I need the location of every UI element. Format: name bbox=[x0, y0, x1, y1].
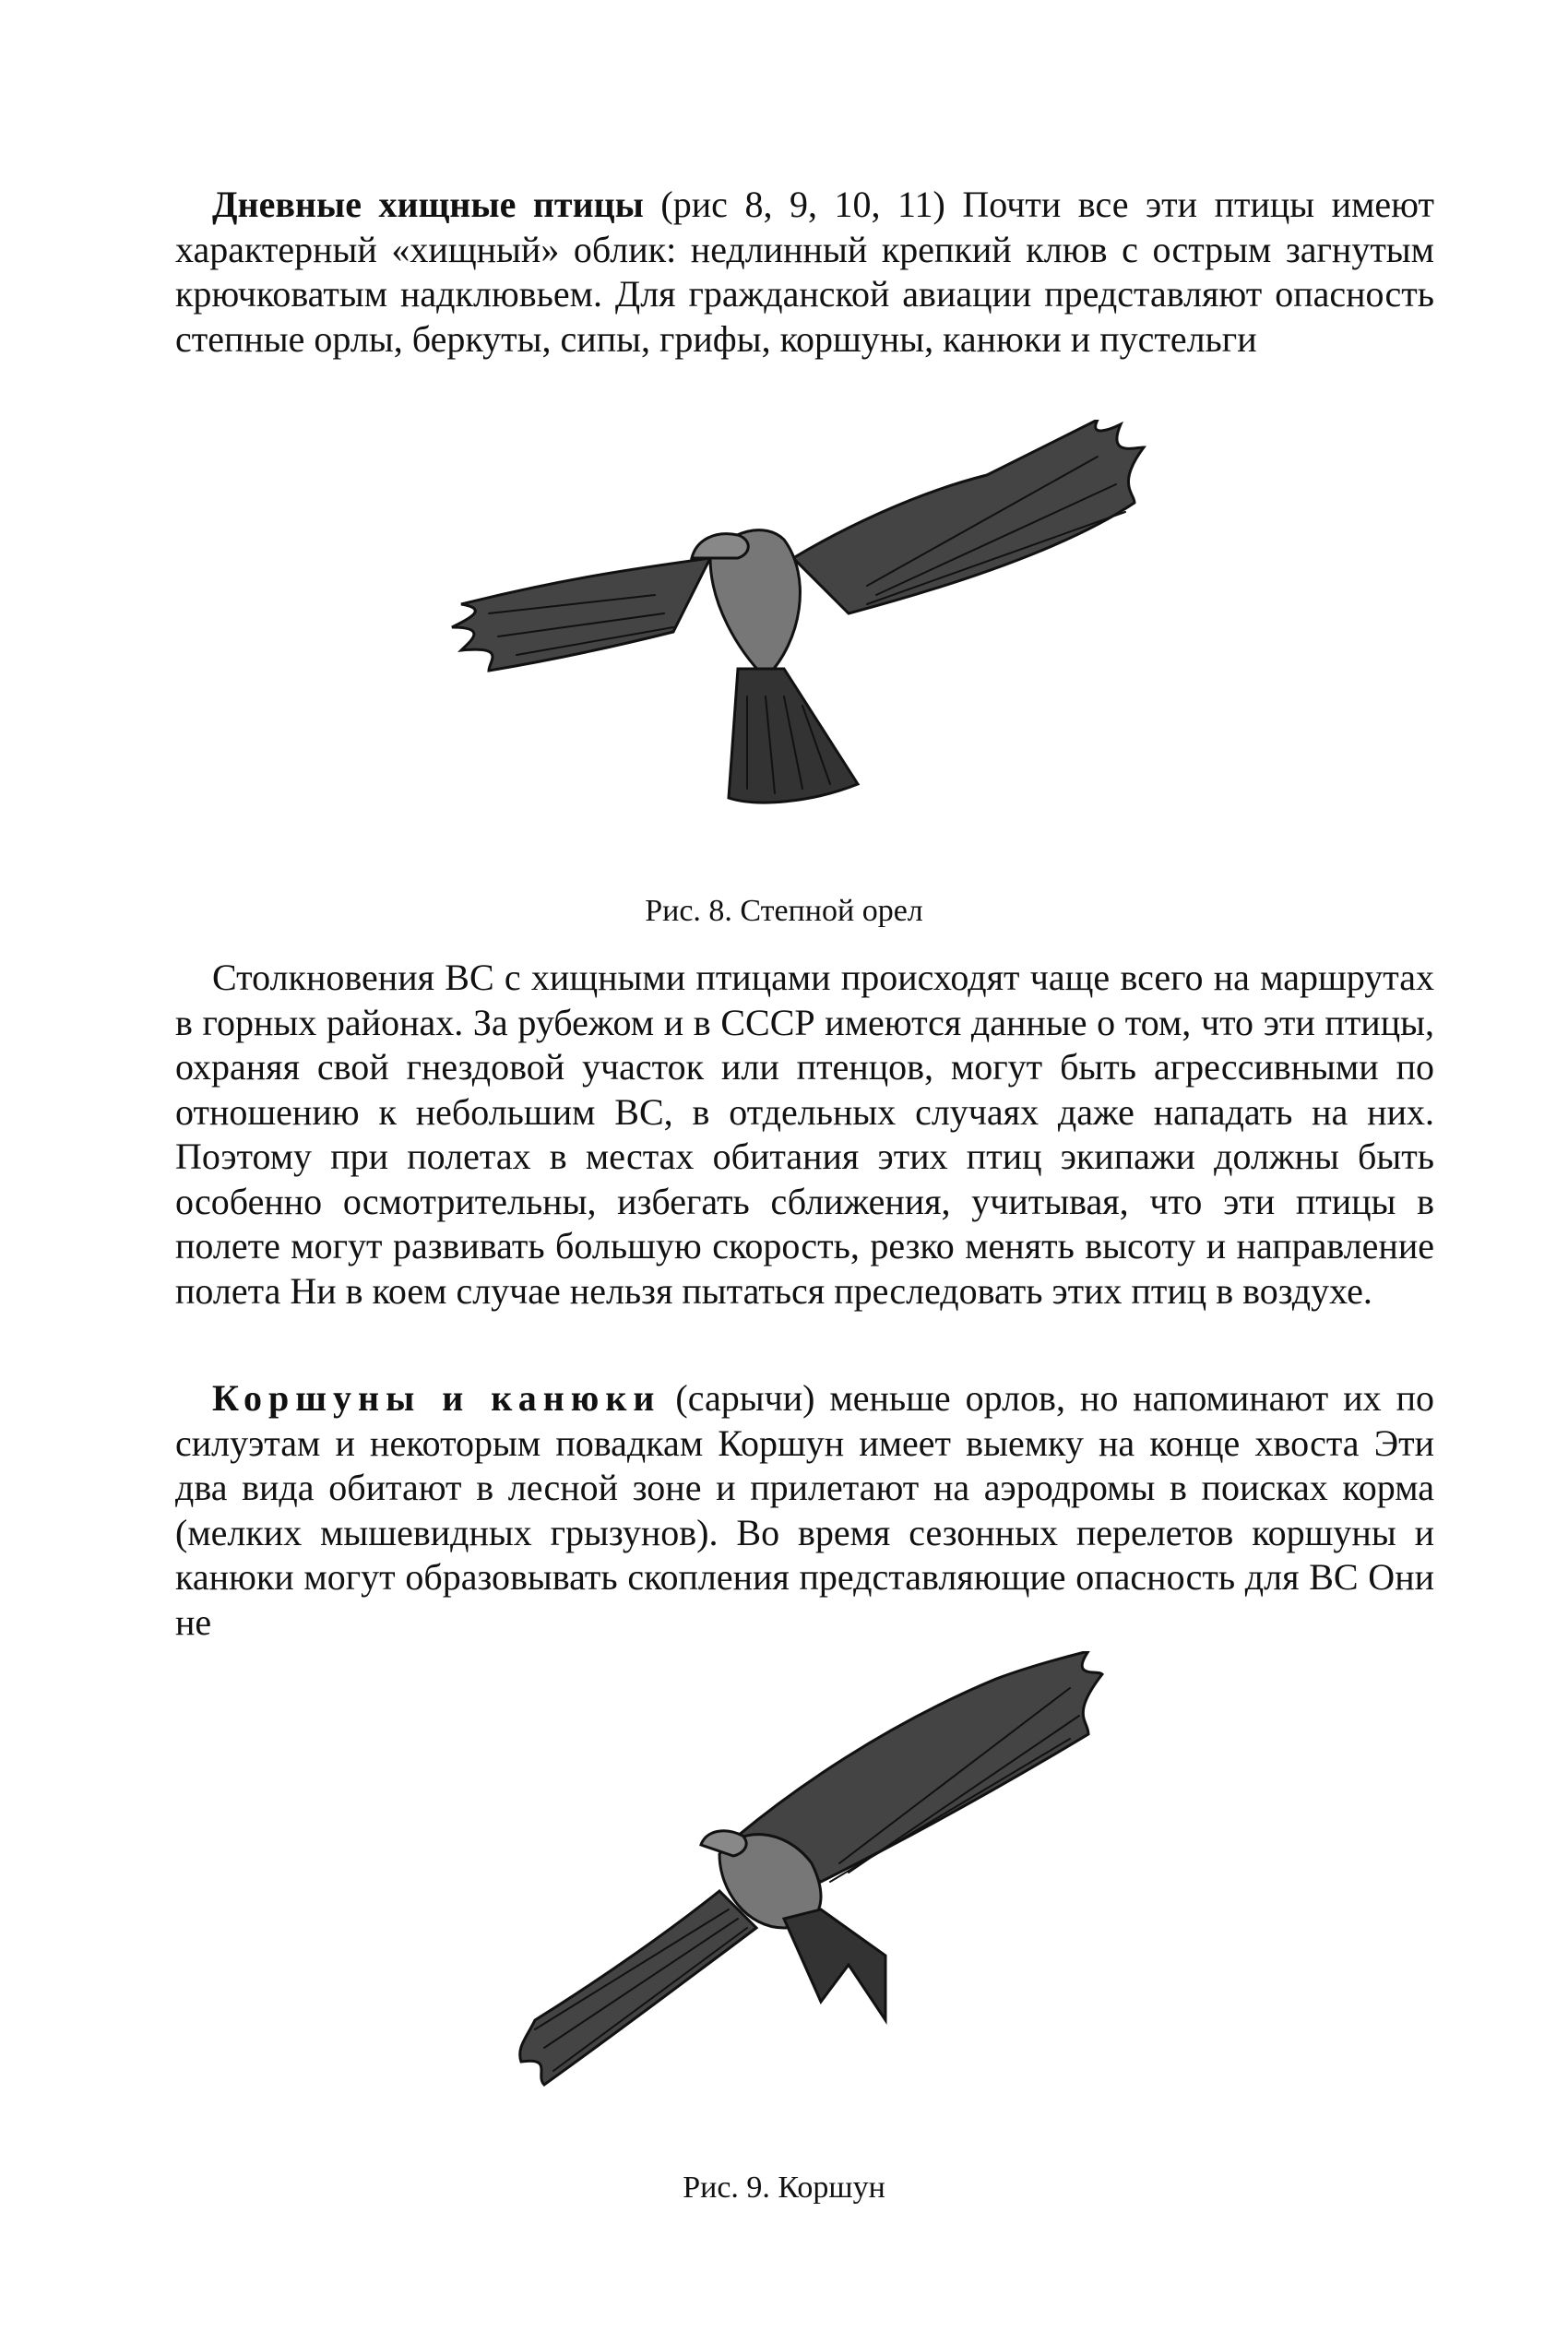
paragraph-raptors bbox=[175, 183, 1434, 362]
paragraph-lead: Коршуны и канюки bbox=[212, 1377, 661, 1419]
figure-caption: Рис. 9. Коршун bbox=[683, 2170, 885, 2205]
paragraph-body: (рис 8, 9, 10, 11) Почти все эти птицы имеют характерный «хищный» облик: недлинный крепкий клюв с острым загнутым крючковатым надклювьем. Для гражданской авиации представляют опасность степные орлы, беркуты, сипы, грифы, коршуны, канюки и пустельги bbox=[175, 184, 1434, 360]
figure-caption: Рис. 8. Степной орел bbox=[645, 894, 923, 928]
eagle-illustration bbox=[434, 420, 1153, 853]
paragraph-body: (сарычи) меньше орлов, но напоминают их по силуэтам и некоторым повадкам Коршун имеет выемку на конце хвоста Эти два вида обитают в лесной зоне и прилетают на аэродромы в поисках корма (мелких мышевидных грызунов). Во время сезонных перелетов коршуны и канюки могут образовывать скопления представляющие опасность для ВС Они не bbox=[175, 1377, 1435, 1643]
paragraph-text bbox=[175, 1376, 1434, 1645]
paragraph-collisions bbox=[175, 956, 1434, 1314]
kite-illustration bbox=[517, 1651, 1107, 2149]
paragraph-kites bbox=[175, 1376, 1434, 1645]
paragraph-text: Столкновения ВС с хищными птицами происходят чаще всего на маршрутах в горных районах. За рубежом и в СССР имеются данные о том, что эти птицы, охраняя свой гнездовой участок или птенцов, могут быть агрессивными по отношению к небольшим ВС, в отдельных случаях даже нападать на них. Поэтому при полетах в местах обитания этих птиц экипажи должны быть особенно осмотрительны, избегать сближения, учитывая, что эти птицы в полете могут развивать большую скорость, резко менять высоту и направление полета Ни в коем случае нельзя пытаться преследовать этих птиц в воздухе. bbox=[175, 957, 1434, 1312]
paragraph-lead: Дневные хищные птицы bbox=[212, 184, 644, 225]
paragraph-text bbox=[175, 183, 1434, 362]
